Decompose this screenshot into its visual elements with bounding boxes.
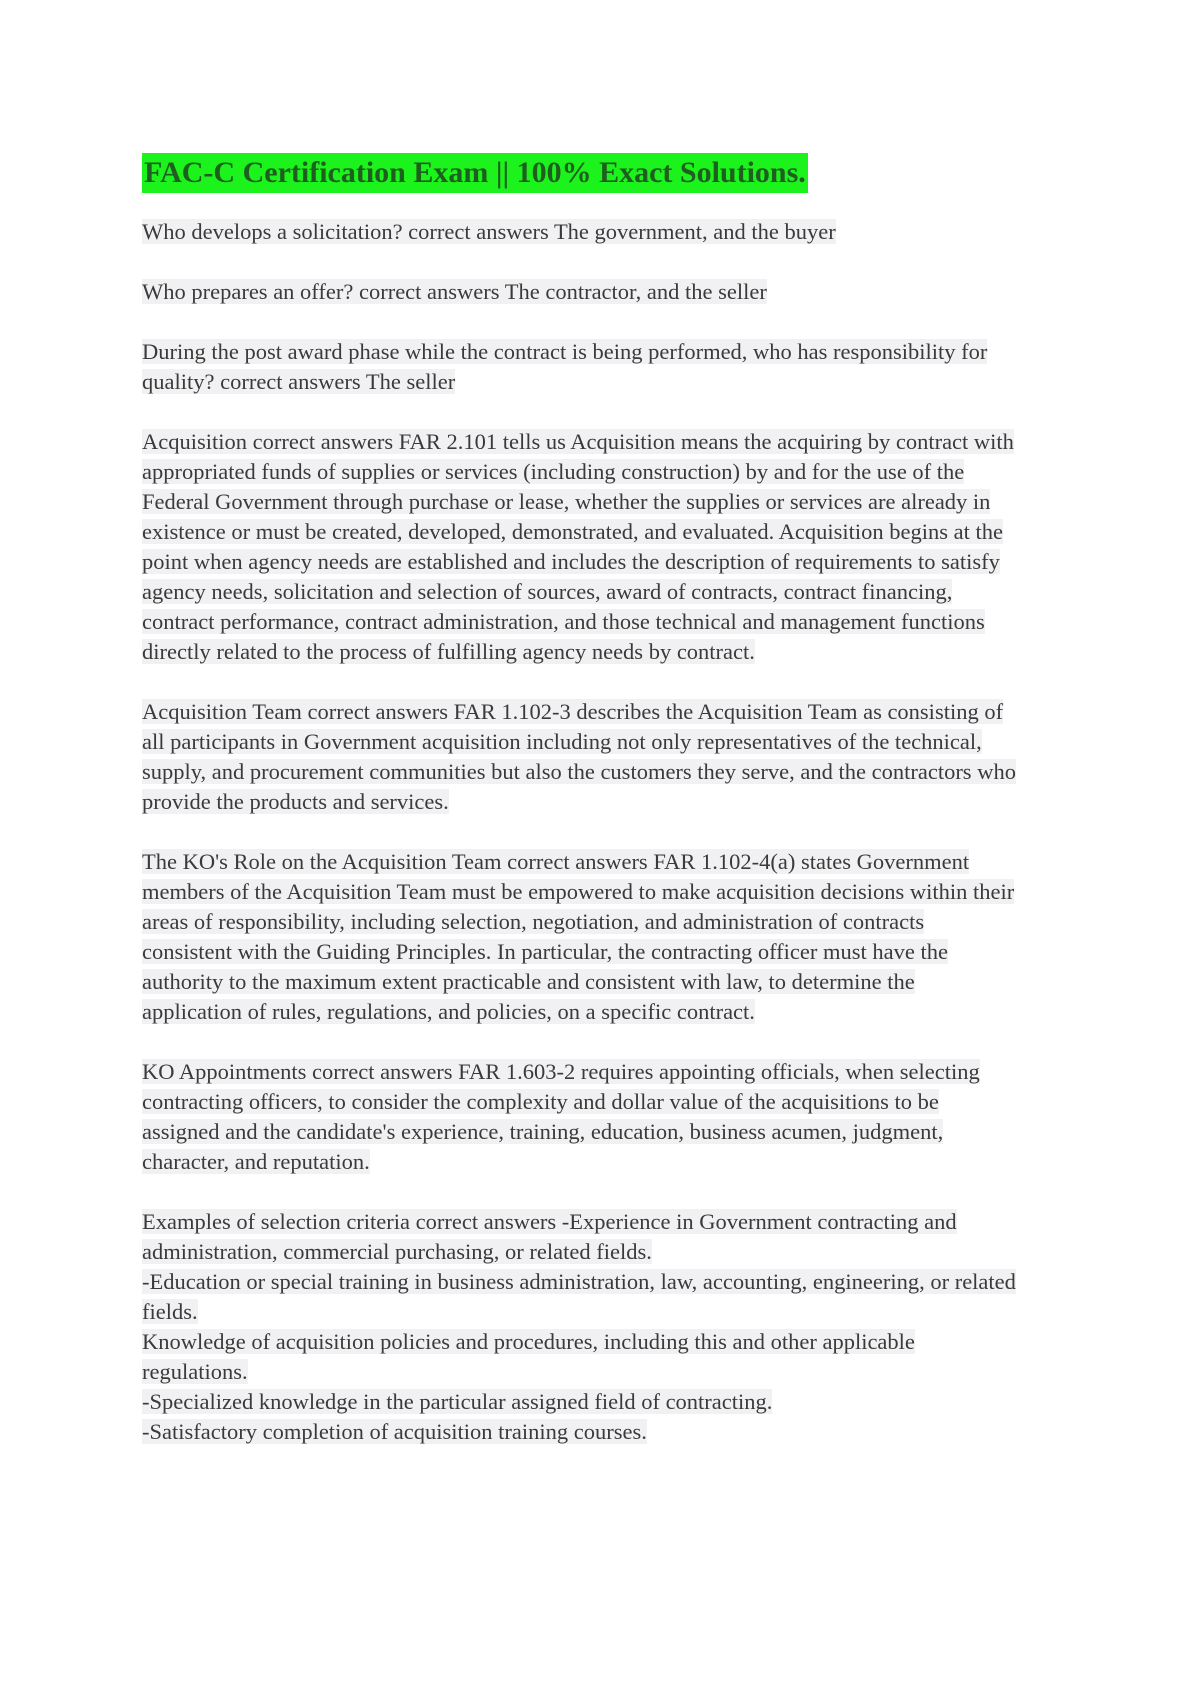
text-line <box>142 907 1072 937</box>
text-line <box>142 547 1072 577</box>
text-line-content: -Satisfactory completion of acquisition training courses. <box>142 1419 647 1444</box>
qa-entry <box>142 427 1072 667</box>
text-line-content: appropriated funds of supplies or services (including construction) by and for the use of the <box>142 459 965 484</box>
text-line <box>142 1087 1072 1117</box>
text-line-content: Acquisition Team correct answers FAR 1.102-3 describes the Acquisition Team as consisting of <box>142 699 1004 724</box>
text-line <box>142 517 1072 547</box>
text-line-content: KO Appointments correct answers FAR 1.603-2 requires appointing officials, when selecting <box>142 1059 980 1084</box>
text-line <box>142 577 1072 607</box>
text-line <box>142 697 1072 727</box>
text-line-content: directly related to the process of fulfilling agency needs by contract. <box>142 639 755 664</box>
text-line <box>142 1387 1072 1417</box>
text-line-content: consistent with the Guiding Principles. In particular, the contracting officer must have the <box>142 939 948 964</box>
text-line-content: -Education or special training in business administration, law, accounting, engineering, or related <box>142 1269 1016 1294</box>
text-line <box>142 607 1072 637</box>
text-line <box>142 1327 1072 1357</box>
text-line <box>142 937 1072 967</box>
text-line-content: administration, commercial purchasing, or related fields. <box>142 1239 652 1264</box>
text-line <box>142 337 1072 367</box>
text-line <box>142 1057 1072 1087</box>
text-line <box>142 967 1072 997</box>
text-line <box>142 1417 1072 1447</box>
text-line-content: application of rules, regulations, and policies, on a specific contract. <box>142 999 755 1024</box>
text-line <box>142 1357 1072 1387</box>
text-line <box>142 1117 1072 1147</box>
text-line-content: Examples of selection criteria correct answers -Experience in Government contracting and <box>142 1209 957 1234</box>
text-line-content: members of the Acquisition Team must be empowered to make acquisition decisions within their <box>142 879 1015 904</box>
text-line <box>142 217 1072 247</box>
text-line <box>142 997 1072 1027</box>
text-line-content: fields. <box>142 1299 198 1324</box>
text-line-content: supply, and procurement communities but also the customers they serve, and the contractors who <box>142 759 1016 784</box>
qa-entry <box>142 1207 1072 1447</box>
text-line <box>142 787 1072 817</box>
text-line <box>142 277 1072 307</box>
text-line <box>142 847 1072 877</box>
text-line-content: authority to the maximum extent practicable and consistent with law, to determine the <box>142 969 915 994</box>
qa-entry <box>142 1057 1072 1177</box>
text-line-content: regulations. <box>142 1359 248 1384</box>
text-line <box>142 427 1072 457</box>
text-line-content: contract performance, contract administration, and those technical and management functions <box>142 609 985 634</box>
text-line-content: The KO's Role on the Acquisition Team correct answers FAR 1.102-4(a) states Government <box>142 849 970 874</box>
qa-entries <box>142 217 1072 1447</box>
text-line <box>142 877 1072 907</box>
text-line-content: provide the products and services. <box>142 789 449 814</box>
text-line-content: Acquisition correct answers FAR 2.101 tells us Acquisition means the acquiring by contract with <box>142 429 1014 454</box>
text-line-content: character, and reputation. <box>142 1149 370 1174</box>
text-line <box>142 367 1072 397</box>
text-line-content: Federal Government through purchase or lease, whether the supplies or services are already in <box>142 489 991 514</box>
text-line <box>142 757 1072 787</box>
qa-entry <box>142 217 1072 247</box>
text-line <box>142 637 1072 667</box>
text-line <box>142 1297 1072 1327</box>
text-line-content: all participants in Government acquisition including not only representatives of the technical, <box>142 729 982 754</box>
text-line-content: point when agency needs are established and includes the description of requirements to satisfy <box>142 549 1000 574</box>
text-line-content: areas of responsibility, including selection, negotiation, and administration of contracts <box>142 909 925 934</box>
text-line-content: Who develops a solicitation? correct answers The government, and the buyer <box>142 219 836 244</box>
text-line <box>142 727 1072 757</box>
text-line-content: contracting officers, to consider the complexity and dollar value of the acquisitions to be <box>142 1089 939 1114</box>
document-title: FAC-C Certification Exam || 100% Exact Solutions. <box>142 153 808 193</box>
text-line <box>142 487 1072 517</box>
text-line-content: assigned and the candidate's experience, training, education, business acumen, judgment, <box>142 1119 944 1144</box>
text-line-content: quality? correct answers The seller <box>142 369 456 394</box>
qa-entry <box>142 337 1072 397</box>
text-line <box>142 1147 1072 1177</box>
text-line-content: existence or must be created, developed, demonstrated, and evaluated. Acquisition begins at the <box>142 519 1003 544</box>
qa-entry <box>142 277 1072 307</box>
text-line <box>142 1237 1072 1267</box>
text-line <box>142 457 1072 487</box>
text-line-content: -Specialized knowledge in the particular assigned field of contracting. <box>142 1389 773 1414</box>
text-line <box>142 1207 1072 1237</box>
qa-entry <box>142 847 1072 1027</box>
qa-entry <box>142 697 1072 817</box>
text-line <box>142 1267 1072 1297</box>
text-line-content: During the post award phase while the contract is being performed, who has responsibility for <box>142 339 988 364</box>
document-page <box>142 153 1072 1477</box>
text-line-content: agency needs, solicitation and selection of sources, award of contracts, contract financing, <box>142 579 953 604</box>
text-line-content: Knowledge of acquisition policies and procedures, including this and other applicable <box>142 1329 915 1354</box>
text-line-content: Who prepares an offer? correct answers The contractor, and the seller <box>142 279 767 304</box>
